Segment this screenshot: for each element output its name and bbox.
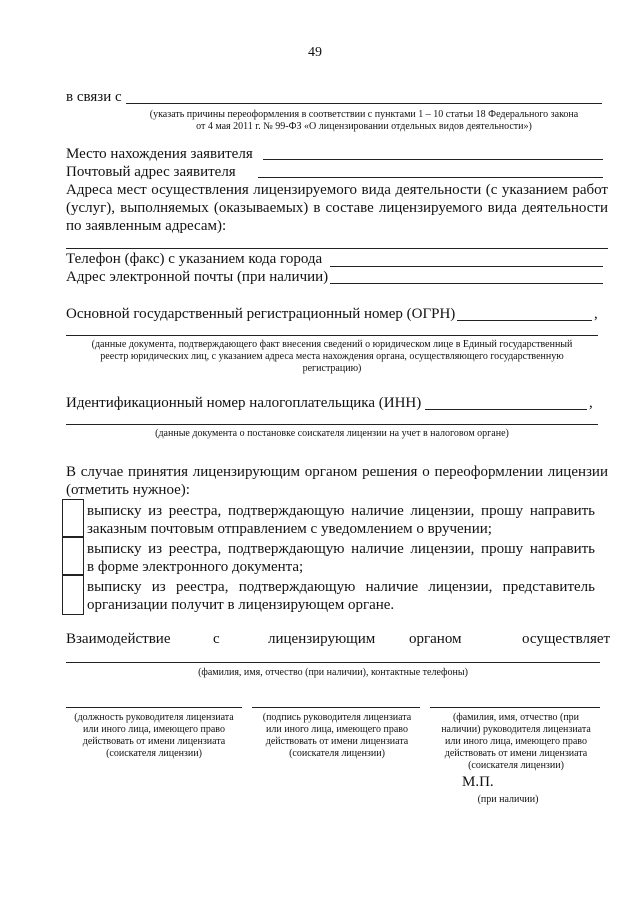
interaction-word-2: с xyxy=(213,631,220,647)
full-name-field[interactable] xyxy=(430,707,600,708)
name-note-5: (соискателя лицензии) xyxy=(468,760,564,771)
ogrn-document-field[interactable] xyxy=(66,335,598,336)
interaction-note: (фамилия, имя, отчество (при наличии), контактные телефоны) xyxy=(198,667,468,678)
position-note-4: (соискателя лицензии) xyxy=(106,748,202,759)
ogrn-note-2: реестр юридических лиц, с указанием адреса места нахождения органа, осуществляющего государственную xyxy=(100,351,564,362)
option-1-line-2: заказным почтовым отправлением с уведомлением о вручении; xyxy=(87,521,492,537)
interaction-word-1: Взаимодействие xyxy=(66,631,171,647)
interaction-field[interactable] xyxy=(66,662,600,663)
reason-field[interactable] xyxy=(126,103,602,104)
option-3-line-1: выписку из реестра, подтверждающую наличие лицензии, представитель xyxy=(87,579,595,595)
inn-label: Идентификационный номер налогоплательщика (ИНН) xyxy=(66,395,422,411)
reason-label: в связи с xyxy=(66,89,122,105)
option-2-line-1: выписку из реестра, подтверждающую наличие лицензии, прошу направить xyxy=(87,541,595,557)
option-2-line-2: в форме электронного документа; xyxy=(87,559,304,575)
activity-address-line-3: по заявленным адресам): xyxy=(66,218,227,234)
ogrn-note-3: регистрацию) xyxy=(302,363,362,374)
option-2-checkbox[interactable] xyxy=(62,537,84,575)
ogrn-field[interactable] xyxy=(457,320,592,321)
signature-note-2: или иного лица, имеющего право xyxy=(266,724,408,735)
signature-note-4: (соискателя лицензии) xyxy=(289,748,385,759)
ogrn-label: Основной государственный регистрационный номер (ОГРН) xyxy=(66,306,456,322)
position-note-2: или иного лица, имеющего право xyxy=(83,724,225,735)
phone-label: Телефон (факс) с указанием кода города xyxy=(66,251,323,267)
signature-field[interactable] xyxy=(252,707,420,708)
activity-address-field[interactable] xyxy=(66,248,608,249)
stamp-note: (при наличии) xyxy=(477,794,539,805)
decision-intro-2: (отметить нужное): xyxy=(66,482,190,498)
name-note-1: (фамилия, имя, отчество (при xyxy=(452,712,580,723)
interaction-word-3: лицензирующим xyxy=(268,631,376,647)
inn-field[interactable] xyxy=(425,409,587,410)
name-note-4: действовать от имени лицензиата xyxy=(444,748,588,759)
interaction-word-4: органом xyxy=(409,631,462,647)
email-label: Адрес электронной почты (при наличии) xyxy=(66,269,329,285)
position-note-3: действовать от имени лицензиата xyxy=(82,736,226,747)
ogrn-note-1: (данные документа, подтверждающего факт внесения сведений о юридическом лице в Единый государственный xyxy=(91,339,573,350)
inn-note: (данные документа о постановке соискателя лицензии на учет в налоговом органе) xyxy=(155,428,509,439)
decision-intro-1: В случае принятия лицензирующим органом решения о переоформлении лицензии xyxy=(66,464,608,480)
position-note-1: (должность руководителя лицензиата xyxy=(74,712,234,723)
inn-comma: , xyxy=(589,395,593,411)
location-label: Место нахождения заявителя xyxy=(66,146,253,162)
postal-label: Почтовый адрес заявителя xyxy=(66,164,236,180)
option-1-line-1: выписку из реестра, подтверждающую наличие лицензии, прошу направить xyxy=(87,503,595,519)
page-number: 49 xyxy=(308,45,322,60)
option-1-checkbox[interactable] xyxy=(62,499,84,537)
email-field[interactable] xyxy=(330,283,603,284)
activity-address-line-2: (услуг), выполняемых (оказываемых) в составе лицензируемого вида деятельности xyxy=(66,200,608,216)
option-3-checkbox[interactable] xyxy=(62,575,84,615)
inn-document-field[interactable] xyxy=(66,424,598,425)
position-field[interactable] xyxy=(66,707,242,708)
name-note-2: наличии) руководителя лицензиата xyxy=(441,724,591,735)
ogrn-comma: , xyxy=(594,306,598,322)
signature-note-3: действовать от имени лицензиата xyxy=(265,736,409,747)
option-3-line-2: организации получит в лицензирующем органе. xyxy=(87,597,395,613)
reason-note-1: (указать причины переоформления в соответствии с пунктами 1 – 10 статьи 18 Федерального закона xyxy=(149,109,579,120)
phone-field[interactable] xyxy=(330,266,603,267)
stamp-label: М.П. xyxy=(462,774,494,790)
interaction-word-5: осуществляет xyxy=(522,631,611,647)
activity-address-line-1: Адреса мест осуществления лицензируемого вида деятельности (с указанием работ xyxy=(66,182,608,198)
postal-field[interactable] xyxy=(258,177,603,178)
reason-note-2: от 4 мая 2011 г. № 99-ФЗ «О лицензировании отдельных видов деятельности») xyxy=(196,121,532,132)
location-field[interactable] xyxy=(263,159,603,160)
signature-note-1: (подпись руководителя лицензиата xyxy=(262,712,412,723)
name-note-3: или иного лица, имеющего право xyxy=(445,736,587,747)
